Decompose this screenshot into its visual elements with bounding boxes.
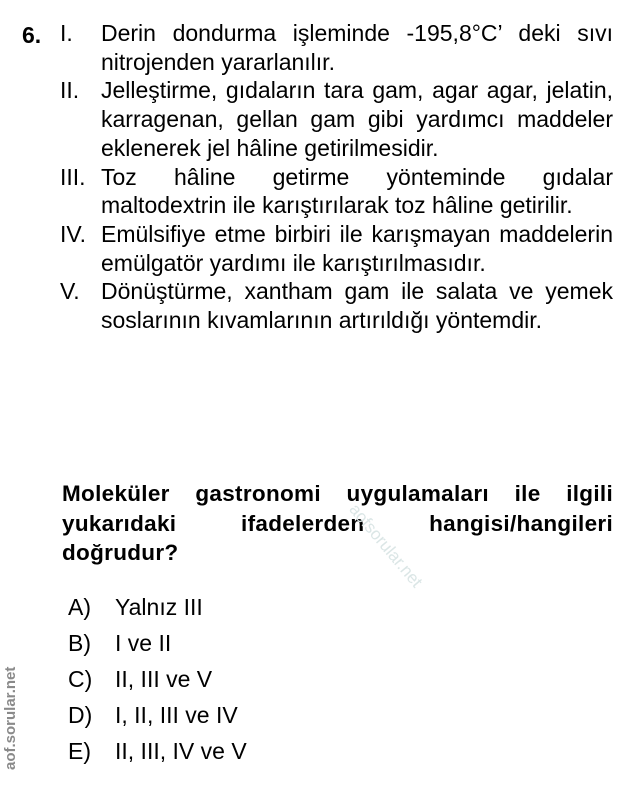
statement-text: Dönüştürme, xantham gam ile salata ve yemek soslarının kıvamlarının artırıldığı yöntemdir. — [101, 278, 613, 334]
option-a[interactable] — [68, 589, 247, 625]
statement-item — [60, 220, 613, 277]
statement-numeral: I. — [60, 20, 73, 46]
answer-options — [68, 589, 247, 769]
option-letter: A) — [68, 594, 91, 620]
option-text: I ve II — [115, 630, 172, 656]
statement-item — [60, 163, 613, 220]
option-letter: D) — [68, 702, 93, 728]
statement-item — [60, 76, 613, 162]
option-letter: B) — [68, 630, 91, 656]
side-watermark: aof.sorular.net — [2, 666, 19, 770]
statement-item — [60, 277, 613, 334]
statement-text: Toz hâline getirme yönteminde gıdalar maltodextrin ile karıştırılarak toz hâline getirilir. — [101, 163, 613, 219]
option-d[interactable] — [68, 697, 247, 733]
option-text: II, III ve V — [115, 666, 213, 692]
option-text: II, III, IV ve V — [115, 738, 247, 764]
statement-numeral: V. — [60, 278, 80, 305]
statement-numeral: II. — [60, 77, 80, 104]
statement-text: Derin dondurma işleminde -195,8°C’ deki sıvı nitrojenden yararlanılır. — [101, 20, 613, 75]
diagonal-watermark: aofsorular.net — [345, 500, 427, 592]
option-text: I, II, III ve IV — [115, 702, 238, 728]
statement-numeral: III. — [60, 163, 86, 190]
option-text: Yalnız III — [115, 594, 203, 620]
statement-item — [60, 19, 613, 76]
option-letter: E) — [68, 738, 91, 764]
option-e[interactable] — [68, 733, 247, 769]
statement-text: Jelleştirme, gıdaların tara gam, agar agar, jelatin, karragenan, gellan gam gibi yardımcı maddeler eklenerek jel hâline getirilmesidir. — [101, 77, 613, 161]
statement-list — [60, 19, 613, 335]
question-prompt: Moleküler gastronomi uygulamaları ile ilgili yukarıdaki ifadelerden hangisi/hangileri doğrudur? — [62, 481, 613, 565]
option-letter: C) — [68, 666, 93, 692]
option-b[interactable] — [68, 625, 247, 661]
option-c[interactable] — [68, 661, 247, 697]
statement-text: Emülsifiye etme birbiri ile karışmayan maddelerin emülgatör yardımı ile karıştırılmasıdır. — [101, 220, 613, 276]
statement-numeral: IV. — [60, 220, 87, 247]
question-number: 6. — [22, 22, 42, 48]
